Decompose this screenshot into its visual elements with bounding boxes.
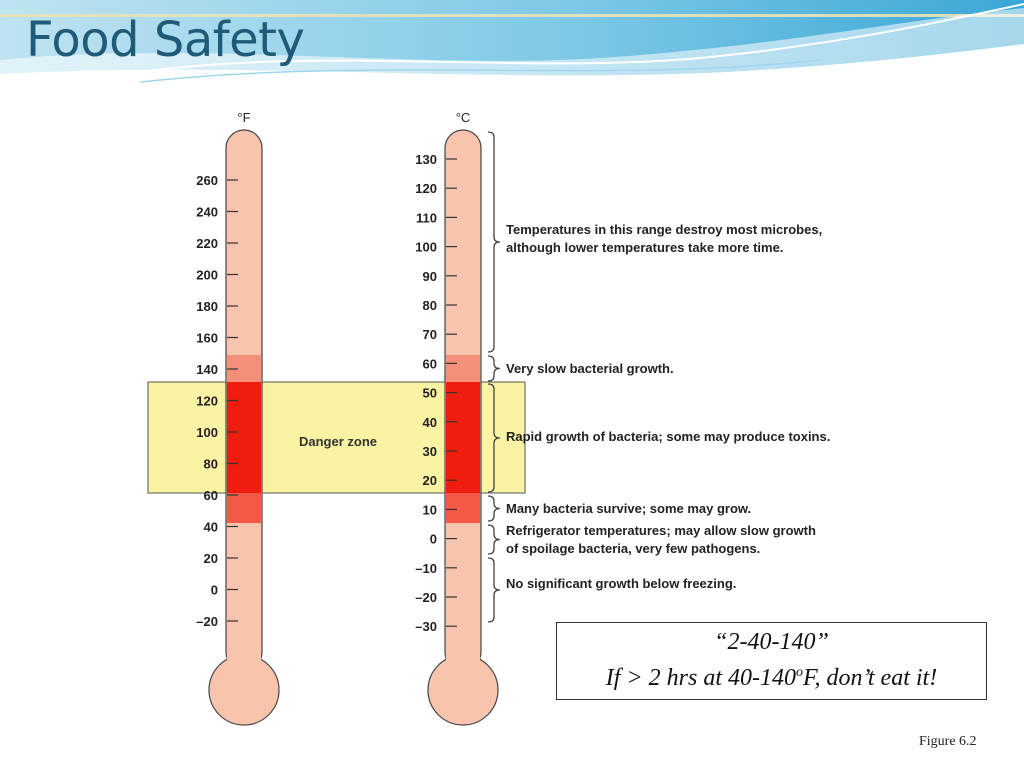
range-descriptions — [506, 222, 830, 591]
fahrenheit-tick-label: 40 — [203, 519, 218, 535]
fahrenheit-tick-label: 80 — [203, 456, 218, 472]
range-description-line-1: Very slow bacterial growth. — [506, 361, 674, 376]
fahrenheit-tick-label: 220 — [196, 236, 218, 251]
celsius-tick-label: 70 — [422, 327, 437, 343]
range-description-line-1: Refrigerator temperatures; may allow slow growth — [506, 523, 816, 538]
celsius-unit: °C — [455, 110, 471, 125]
celsius-tick-label: 90 — [422, 268, 437, 284]
range-brackets — [488, 132, 500, 622]
celsius-band-warm — [446, 355, 480, 382]
fahrenheit-tick-label: 60 — [203, 488, 218, 503]
celsius-tick-label: –30 — [415, 619, 437, 635]
fahrenheit-band-cool — [227, 493, 261, 523]
celsius-tick-label: 120 — [415, 181, 437, 197]
fahrenheit-tick-label: –20 — [196, 614, 218, 629]
fahrenheit-tick-label: 20 — [203, 551, 218, 566]
danger-zone-label: Danger zone — [298, 434, 378, 449]
mnemonic-line-2-text: If > 2 hrs at 40-140 — [605, 665, 796, 691]
celsius-tick-label: 30 — [422, 444, 437, 459]
range-description-line-1: Rapid growth of bacteria; some may produce toxins. — [506, 429, 831, 444]
figure-caption: Figure 6.2 — [919, 734, 977, 749]
celsius-tick-label: –10 — [415, 560, 437, 576]
fahrenheit-tick-label: 120 — [196, 393, 218, 409]
celsius-tick-label: 20 — [422, 473, 437, 489]
celsius-tick-label: 10 — [422, 502, 437, 518]
fahrenheit-band-danger — [227, 382, 261, 493]
celsius-tick-label: 100 — [415, 239, 437, 255]
fahrenheit-tick-label: 260 — [196, 173, 218, 188]
range-description-line-1: Many bacteria survive; some may grow. — [506, 501, 752, 516]
range-description-line-2: although lower temperatures take more time. — [506, 240, 784, 255]
fahrenheit-tick-label: 180 — [196, 299, 218, 314]
mnemonic-line-2 — [557, 665, 986, 692]
celsius-tick-label: 130 — [415, 152, 437, 167]
range-description-line-2: of spoilage bacteria, very few pathogens. — [506, 541, 761, 556]
range-bracket — [488, 558, 500, 622]
range-bracket — [488, 356, 500, 381]
fahrenheit-tick-label: 240 — [196, 204, 218, 220]
mnemonic-line-1: “2-40-140” — [714, 629, 829, 655]
celsius-tick-label: 60 — [422, 356, 437, 372]
fahrenheit-tick-label: 0 — [210, 582, 218, 598]
celsius-band-cool — [446, 493, 480, 523]
range-description-line-1: Temperatures in this range destroy most microbes, — [506, 222, 823, 237]
celsius-tick-label: 40 — [422, 414, 437, 430]
mnemonic-degree-sup: o — [795, 665, 803, 680]
celsius-tick-label: 80 — [422, 298, 437, 313]
fahrenheit-tick-label: 200 — [196, 267, 218, 283]
celsius-tick-label: 50 — [422, 385, 437, 401]
fahrenheit-unit: °F — [237, 110, 251, 125]
celsius-tick-label: –20 — [415, 590, 437, 605]
celsius-band-danger — [446, 382, 480, 493]
range-bracket — [488, 525, 500, 554]
fahrenheit-tick-label: 140 — [196, 362, 218, 377]
slide-title: Food Safety — [26, 12, 305, 68]
fahrenheit-tick-label: 160 — [196, 330, 218, 346]
mnemonic-box — [556, 622, 987, 700]
celsius-tick-label: 0 — [429, 531, 437, 547]
celsius-tick-label: 110 — [416, 210, 437, 226]
mnemonic-line-2-end: F, don’t eat it! — [802, 665, 938, 691]
range-bracket — [488, 132, 500, 352]
range-bracket — [488, 496, 500, 521]
fahrenheit-tick-label: 100 — [196, 425, 218, 440]
range-description-line-1: No significant growth below freezing. — [506, 576, 737, 591]
